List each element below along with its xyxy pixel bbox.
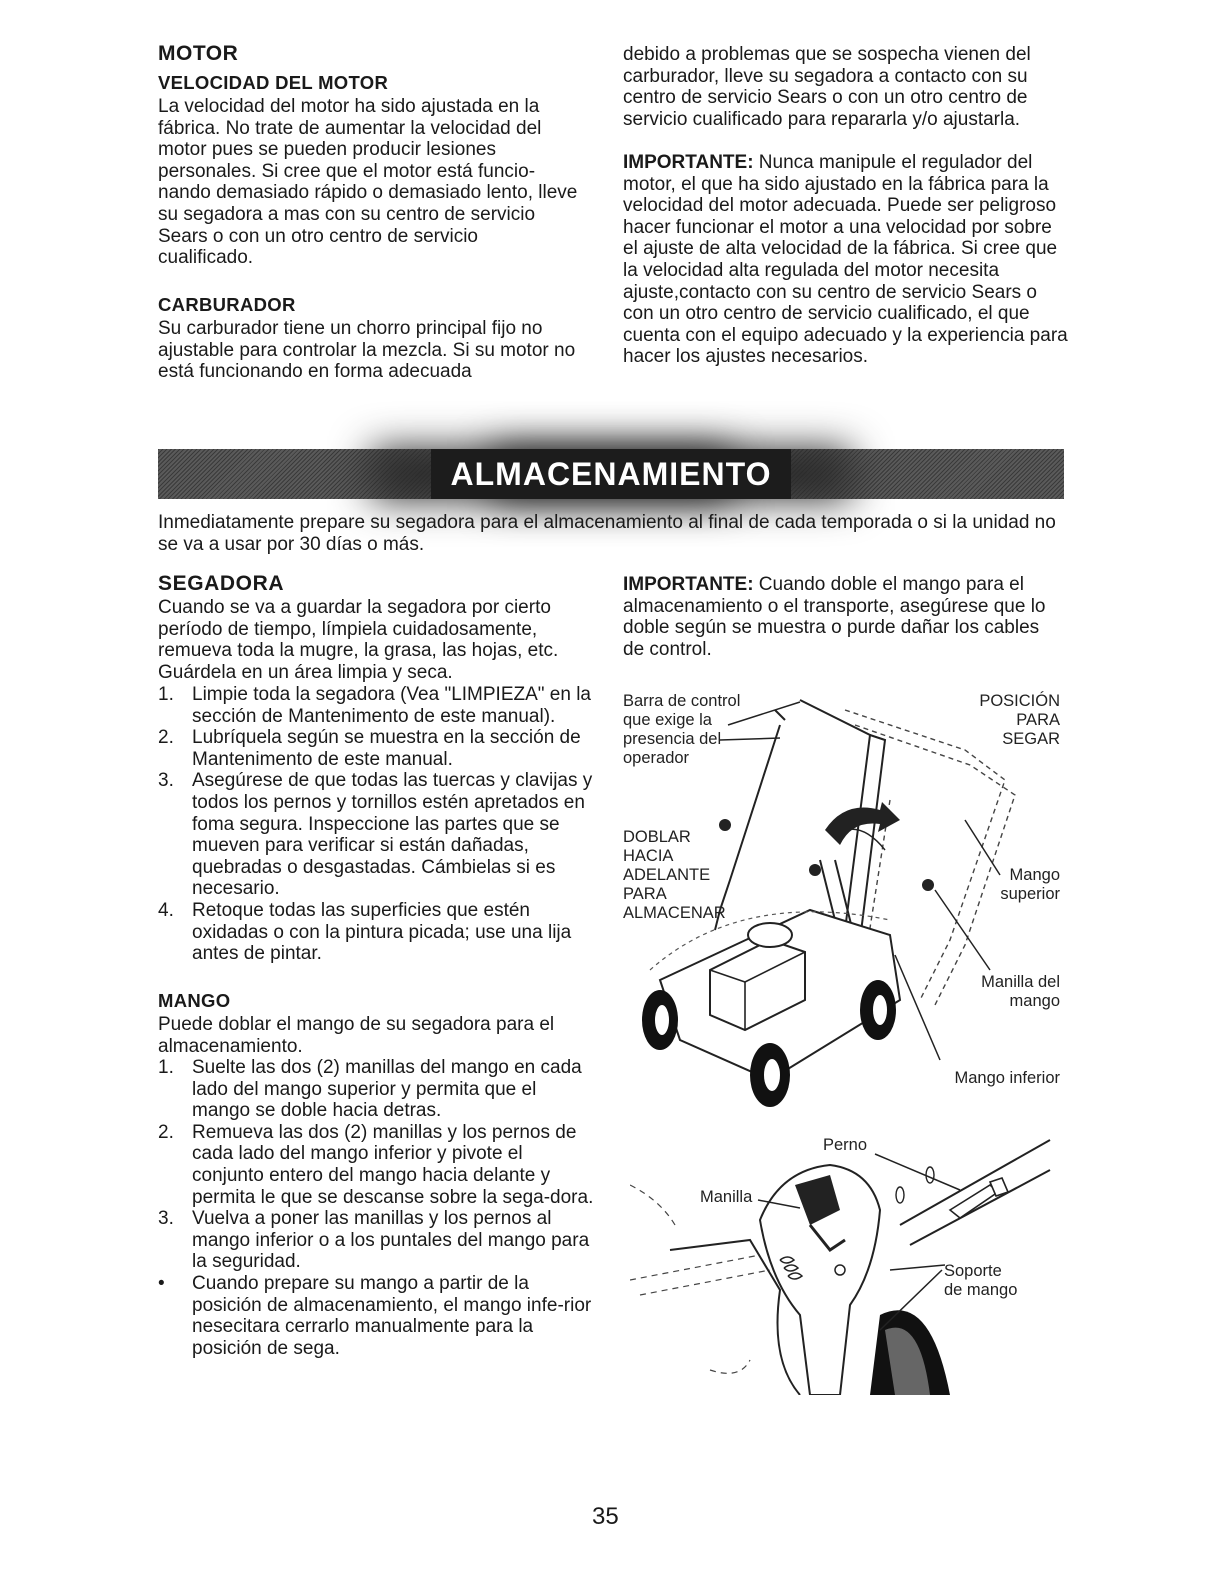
mango-step: 3. Vuelva a poner las manillas y los pernos al mango inferior o a los puntales del mango para la seguridad. bbox=[158, 1208, 590, 1273]
segadora-step: 1. Limpie toda la segadora (Vea "LIMPIEZA" en la sección de Mantenimento de este manual). bbox=[158, 684, 591, 727]
mango-step: • Cuando prepare su mango a partir de la posición de almacenamiento, el mango infe-rior nesecitara cerrarlo manualmente para la posición de sega. bbox=[158, 1272, 592, 1359]
carburador-heading: CARBURADOR bbox=[158, 294, 296, 315]
segadora-text: Cuando se va a guardar la segadora por cierto período de tiempo, límpiela cuidadosamente, remueva toda la mugre, la grasa, las hojas, etc. Guárdela en un área limpia y seca. bbox=[158, 597, 559, 683]
importante-motor bbox=[623, 152, 1068, 368]
label-manilla: Manilla bbox=[700, 1188, 753, 1206]
banner-title: ALMACENAMIENTO bbox=[450, 455, 772, 492]
storage-intro: Inmediatamente prepare su segadora para el almacenamiento al final de cada temporada o si la unidad no se va a usar por 30 días o más. bbox=[158, 512, 1056, 555]
knob-icon bbox=[719, 819, 731, 831]
label-soporte-mango: Soporte de mango bbox=[944, 1262, 1018, 1299]
segadora-step: 2. Lubríquela según se muestra en la sección de Mantenimento de este manual. bbox=[158, 727, 581, 770]
importante-fold bbox=[623, 574, 1063, 660]
banner-center bbox=[431, 449, 791, 499]
mango-text: Puede doblar el mango de su segadora para el almacenamiento. bbox=[158, 1014, 555, 1057]
velocidad-text: La velocidad del motor ha sido ajustada en la fábrica. No trate de aumentar la velocidad del motor pues se pueden producir lesiones personales. Si cree que el motor está funcio-nando demasiado rápido o demasiado lento, lleve su segadora a mas con su centro de servicio Sears o con un otro centro de servicio cualificado. bbox=[158, 96, 578, 269]
carburador-continued: debido a problemas que se sospecha vienen del carburador, lleve su segadora a contacto con su centro de servicio Sears o con un otro centro de servicio cualificado para repararla y/o ajustarla. bbox=[623, 44, 1031, 130]
label-perno: Perno bbox=[823, 1136, 868, 1154]
segadora-heading: SEGADORA bbox=[158, 572, 285, 595]
label-mango-inferior: Mango inferior bbox=[954, 1069, 1060, 1087]
carburador-text: Su carburador tiene un chorro principal fijo no ajustable para controlar la mezcla. Si su motor no está funcionando en forma adecuada bbox=[158, 318, 576, 383]
segadora-step: 3. Asegúrese de que todas las tuercas y clavijas y todos los pernos y tornillos estén apretados en foma segura. Inspeccione las partes que se mueven para verificar si están dañadas, quebradas o desgastadas. Cámbielas si es necesario. bbox=[158, 770, 593, 900]
segadora-steps bbox=[158, 684, 598, 965]
label-mango-superior: Mango superior bbox=[1000, 866, 1060, 903]
page-number: 35 bbox=[592, 1503, 619, 1530]
label-doblar: DOBLAR HACIA ADELANTE PARA ALMACENAR bbox=[623, 828, 726, 922]
label-posicion-segar: POSICIÓN PARA SEGAR bbox=[979, 692, 1060, 748]
section-banner bbox=[158, 449, 1064, 499]
mango-step: 2. Remueva las dos (2) manillas y los pernos de cada lado del mango inferior y pivote el conjunto entero del mango hacia delante y permita le que se descanse sobre la sega-dora. bbox=[158, 1121, 594, 1208]
segadora-step: 4. Retoque todas las superficies que estén oxidadas o con la pintura picada; use una lija antes de pintar. bbox=[158, 899, 572, 965]
importante-label: IMPORTANTE: bbox=[623, 152, 754, 173]
upper-handle-left bbox=[720, 725, 780, 910]
importante-fold-label: IMPORTANTE: bbox=[623, 574, 754, 595]
velocidad-heading: VELOCIDAD DEL MOTOR bbox=[158, 72, 389, 93]
label-barra-control: Barra de control que exige la presencia del operador bbox=[623, 692, 741, 767]
handle-detail-diagram bbox=[630, 1130, 1060, 1395]
mango-heading: MANGO bbox=[158, 990, 231, 1011]
mango-step: 1. Suelte las dos (2) manillas del mango en cada lado del mango superior y permita que el mango se doble hacia detras. bbox=[158, 1057, 582, 1122]
label-manilla-mango: Manilla del mango bbox=[981, 973, 1060, 1010]
motor-heading: MOTOR bbox=[158, 42, 239, 65]
importante-text: Nunca manipule el regulador del motor, el que ha sido ajustado en la fábrica para la velocidad del motor adecuada. Puede ser peligroso hacer funcionar el motor a una velocidad por sobre el ajuste de alta velocidad de la fábrica. Si cree que la velocidad alta regulada del motor necesita ajuste,contacto con su centro de servicio Sears o con un otro centro de servicio cualificado, el que cuenta con el equipo adecuado y la experiencia para hacer los ajustes necesarios. bbox=[623, 152, 1068, 368]
mower-fold-diagram bbox=[620, 680, 1070, 1120]
importante-fold-text: Cuando doble el mango para el almacenamiento o el transporte, asegúrese que lo doble según se muestra o purde dañar los cables de control. bbox=[623, 574, 1046, 660]
mango-steps bbox=[158, 1057, 598, 1359]
fold-arrow-icon bbox=[825, 802, 900, 845]
